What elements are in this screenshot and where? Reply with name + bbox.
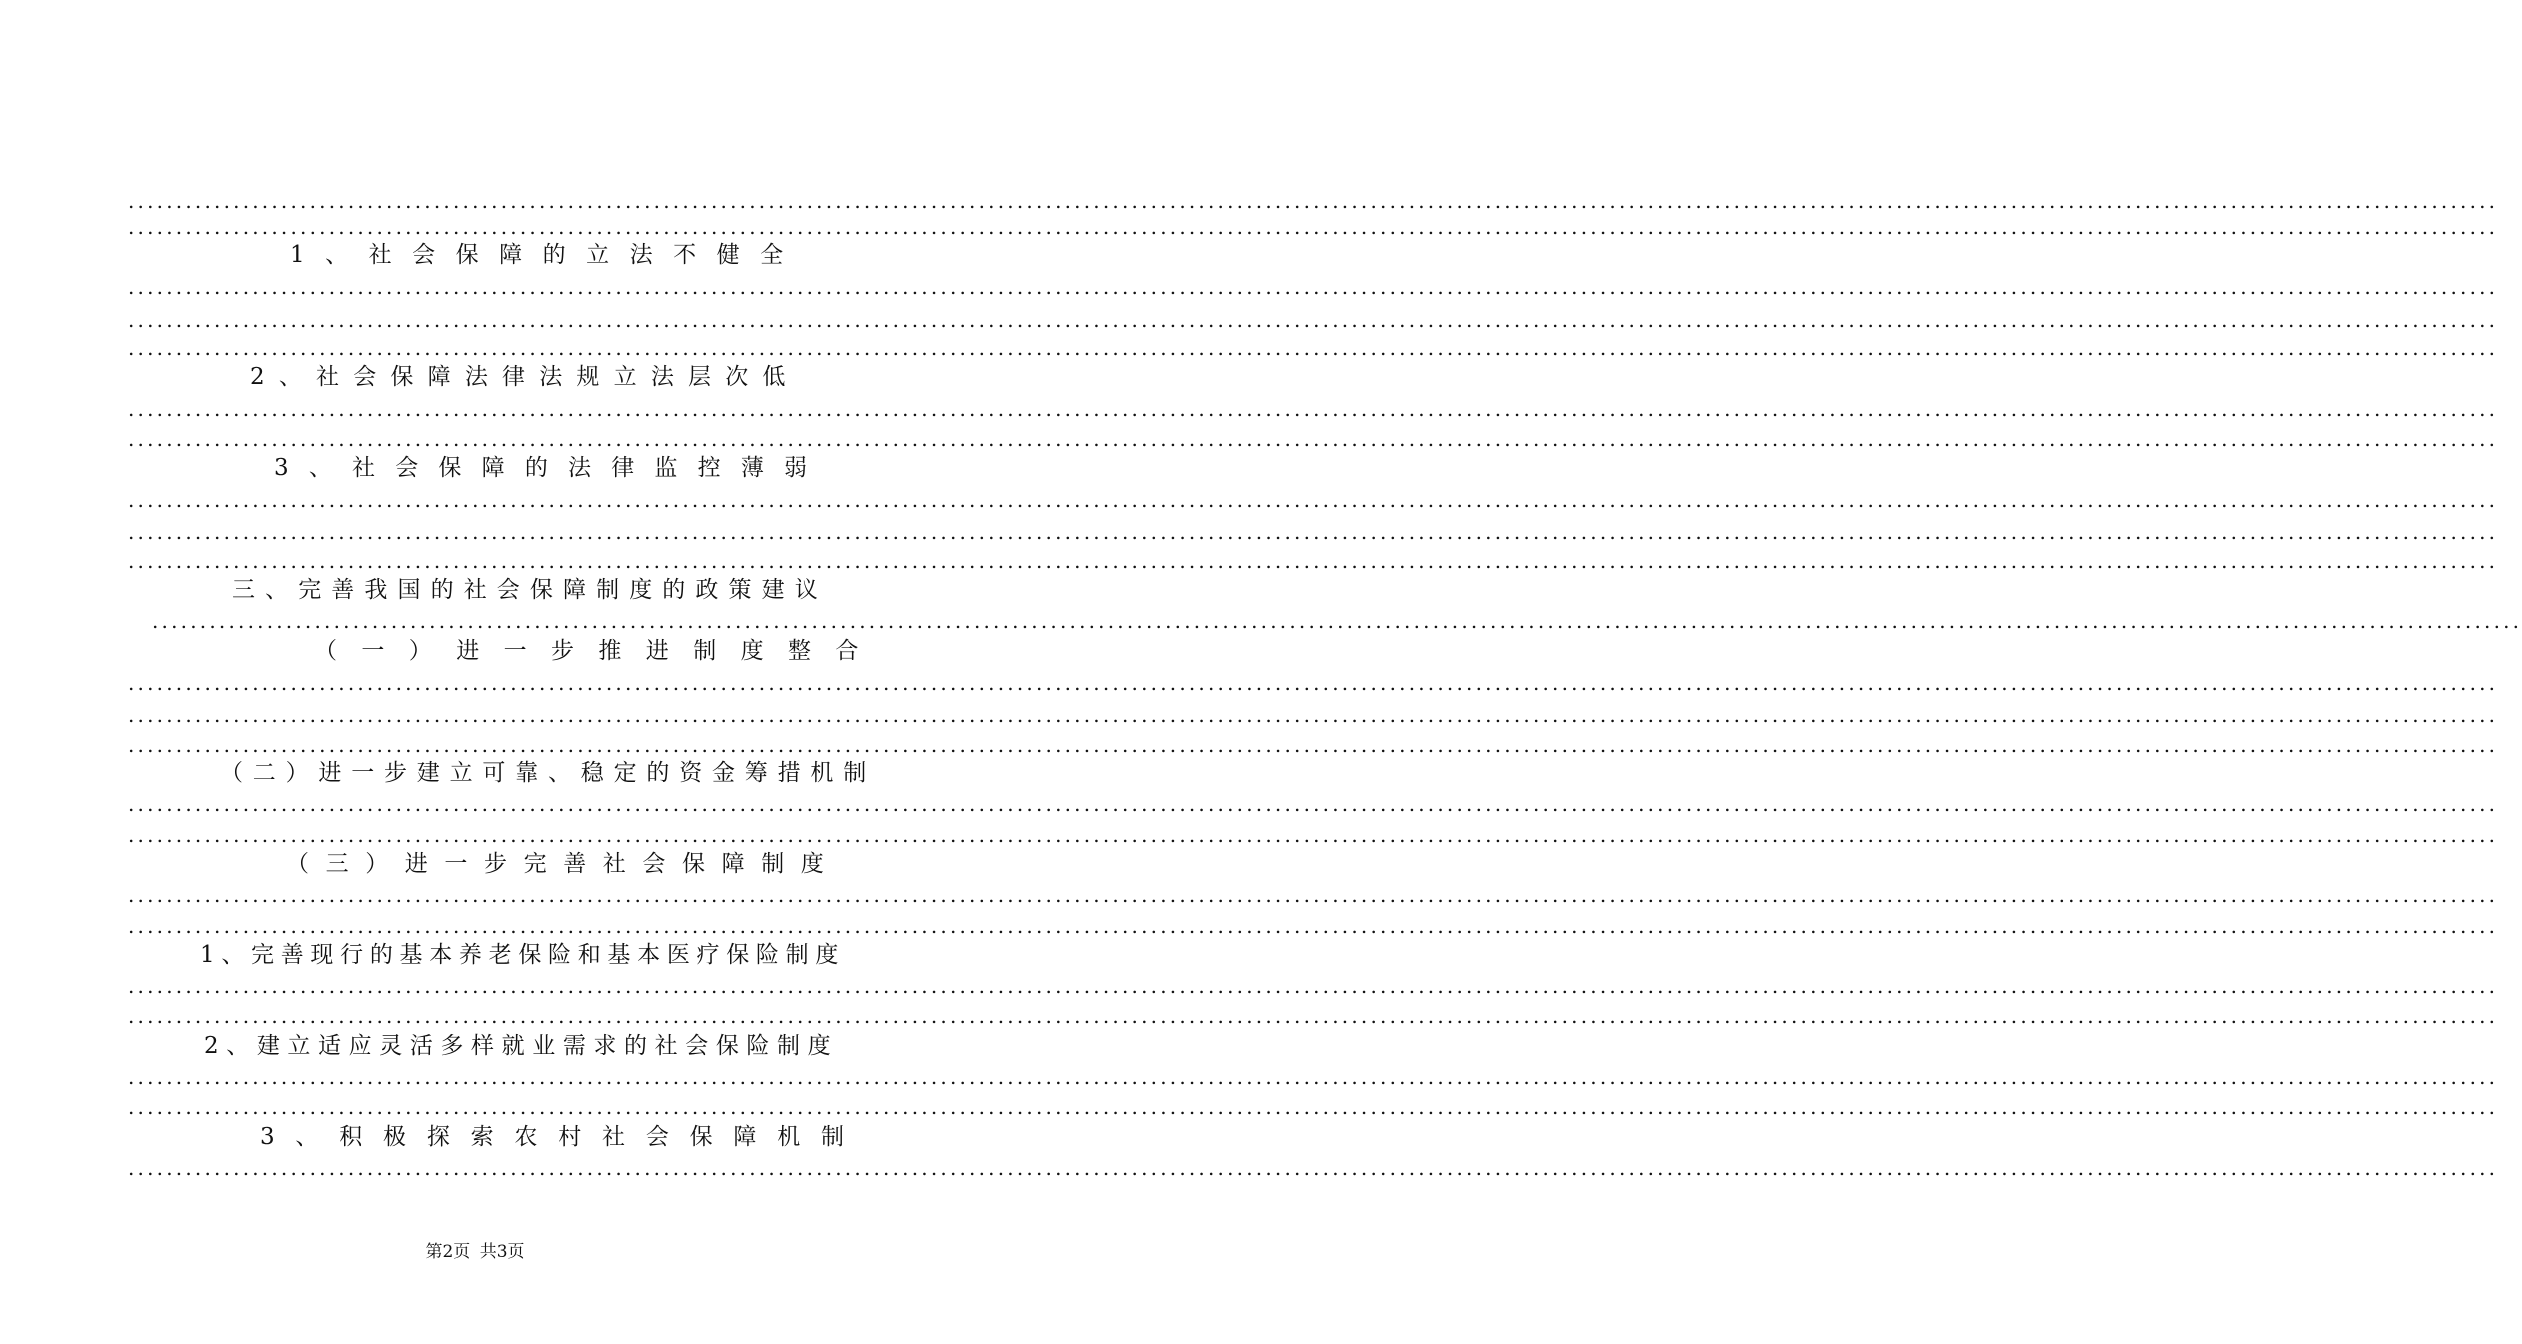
toc-entry-1[interactable]: 1、社会保障的立法不健全 (290, 242, 804, 268)
leader-dots: ........................................................................................................................................................................................................................................................ (128, 215, 2499, 239)
leader-dots: ........................................................................................................................................................................................................................................................ (128, 1156, 2499, 1180)
leader-dots: ........................................................................................................................................................................................................................................................ (128, 792, 2499, 816)
leader-dots: ........................................................................................................................................................................................................................................................ (128, 275, 2499, 299)
leader-dots: ........................................................................................................................................................................................................................................................ (128, 308, 2499, 332)
leader-dots: ........................................................................................................................................................................................................................................................ (128, 336, 2499, 360)
toc-entry-10[interactable]: 3、积极探索农村社会保障机制 (260, 1124, 865, 1150)
page-total: 共3页 (479, 1242, 525, 1262)
leader-dots: ........................................................................................................................................................................................................................................................ (128, 671, 2499, 695)
leader-dots: ........................................................................................................................................................................................................................................................ (128, 549, 2499, 573)
leader-dots: ........................................................................................................................................................................................................................................................ (128, 427, 2499, 451)
leader-dots: ........................................................................................................................................................................................................................................................ (128, 1065, 2499, 1089)
leader-dots: ........................................................................................................................................................................................................................................................ (128, 703, 2499, 727)
page-footer (0, 1240, 950, 1264)
leader-dots: ........................................................................................................................................................................................................................................................ (128, 733, 2499, 757)
leader-dots: ........................................................................................................................................................................................................................................................ (128, 823, 2499, 847)
toc-entry-6[interactable]: （二）进一步建立可靠、稳定的资金筹措机制 (220, 760, 876, 786)
leader-dots: ........................................................................................................................................................................................................................................................ (128, 1095, 2499, 1119)
leader-dots: ........................................................................................................................................................................................................................................................ (128, 974, 2499, 998)
toc-entry-8[interactable]: 1、完善现行的基本养老保险和基本医疗保险制度 (200, 942, 846, 968)
leader-dots: ........................................................................................................................................................................................................................................................ (128, 488, 2499, 512)
toc-entry-3[interactable]: 3、社会保障的法律监控薄弱 (274, 455, 828, 481)
toc-entry-5[interactable]: （一）进一步推进制度整合 (314, 638, 883, 664)
leader-dots: ........................................................................................................................................................................................................................................................ (128, 397, 2499, 421)
toc-entry-9[interactable]: 2、建立适应灵活多样就业需求的社会保险制度 (204, 1033, 839, 1059)
leader-dots: ........................................................................................................................................................................................................................................................ (152, 609, 2522, 633)
leader-dots: ........................................................................................................................................................................................................................................................ (128, 1004, 2499, 1028)
page-number: 第2页 (425, 1242, 471, 1262)
leader-dots: ........................................................................................................................................................................................................................................................ (128, 520, 2499, 544)
leader-dots: ........................................................................................................................................................................................................................................................ (128, 914, 2499, 938)
toc-entry-4[interactable]: 三、完善我国的社会保障制度的政策建议 (232, 577, 828, 603)
leader-dots: ........................................................................................................................................................................................................................................................ (128, 189, 2499, 213)
toc-entry-2[interactable]: 2、社会保障法律法规立法层次低 (250, 364, 800, 390)
leader-dots: ........................................................................................................................................................................................................................................................ (128, 883, 2499, 907)
toc-entry-7[interactable]: （三）进一步完善社会保障制度 (286, 851, 841, 877)
